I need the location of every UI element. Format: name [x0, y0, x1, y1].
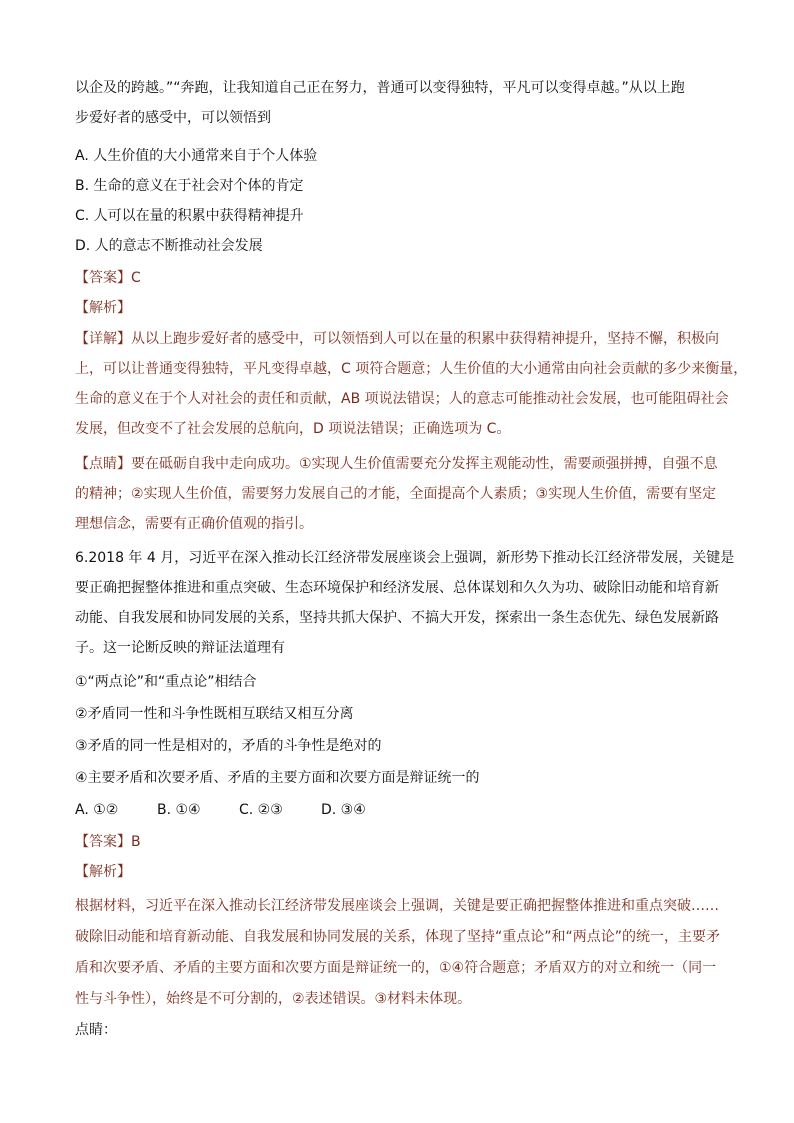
q6-option-b: B. ①④ — [157, 802, 201, 818]
q6-option-d: D. ③④ — [321, 802, 366, 818]
q5-option-a: A. 人生价值的大小通常来自于个人体验 — [75, 148, 318, 164]
q5-detail-line-2: 上，可以让普通变得独特，平凡变得卓越，C 项符合题意；人生价值的大小通常由向社会贡献的多少来衡量， — [75, 361, 748, 377]
q6-answer-label: 【答案】 — [75, 834, 131, 850]
q6-option-c: C. ②③ — [239, 802, 283, 818]
q5-option-c: C. 人可以在量的积累中获得精神提升 — [75, 208, 304, 224]
q6-statement-1: ①“两点论”和“重点论”相结合 — [75, 674, 257, 690]
q6-stem-line-4: 子。这一论断反映的辩证法道理有 — [75, 640, 285, 656]
q5-detail-text-1: 从以上跑步爱好者的感受中，可以领悟到人可以在量的积累中获得精神提升，坚持不懈，积极向 — [131, 331, 719, 347]
q6-statement-2: ②矛盾同一性和斗争性既相互联结又相互分离 — [75, 706, 354, 722]
q5-detail-line-1 — [75, 329, 719, 349]
q6-options-row — [75, 800, 366, 820]
q5-answer-value: C — [131, 270, 141, 286]
q6-answer — [75, 832, 141, 852]
q6-analysis-line-3: 盾和次要矛盾、矛盾的主要方面和次要方面是辩证统一的，①④符合题意；矛盾双方的对立和统一（同一 — [75, 960, 717, 976]
q6-tip-label: 点睛： — [75, 1022, 117, 1038]
q6-stem-line-2: 要正确把握整体推进和重点突破、生态环境保护和经济发展、总体谋划和久久为功、破除旧动能和培育新 — [75, 580, 719, 596]
q6-analysis-line-2: 破除旧动能和培育新动能、自我发展和协同发展的关系，体现了坚持“重点论”和“两点论”的统一，主要矛 — [75, 929, 721, 945]
q5-stem-line-2: 步爱好者的感受中，可以领悟到 — [75, 110, 271, 126]
q6-analysis-line-1: 根据材料，习近平在深入推动长江经济带发展座谈会上强调，关键是要正确把握整体推进和重点突破…… — [75, 898, 719, 914]
q5-analysis-label: 【解析】 — [75, 300, 131, 316]
q5-tip-text-1: 要在砥砺自我中走向成功。①实现人生价值需要充分发挥主观能动性，需要顽强拼搏，自强不息 — [131, 456, 718, 472]
q5-stem-line-1: 以企及的跨越。”“奔跑，让我知道自己正在努力，普通可以变得独特，平凡可以变得卓越。”从以上跑 — [75, 80, 685, 96]
q6-statement-3: ③矛盾的同一性是相对的，矛盾的斗争性是绝对的 — [75, 738, 382, 754]
q5-detail-line-4: 发展，但改变不了社会发展的总航向，D 项说法错误；正确选项为 C。 — [75, 421, 511, 437]
q5-detail-label: 【详解】 — [75, 331, 131, 347]
q5-tip-line-1 — [75, 454, 718, 474]
q5-option-b: B. 生命的意义在于社会对个体的肯定 — [75, 178, 304, 194]
q5-tip-line-2: 的精神；②实现人生价值，需要努力发展自己的才能，全面提高个人素质；③实现人生价值，需要有坚定 — [75, 486, 717, 502]
q6-stem-line-1: 6.2018 年 4 月，习近平在深入推动长江经济带发展座谈会上强调，新形势下推动长江经济带发展，关键是 — [75, 550, 735, 566]
q6-stem-line-3: 动能、自我发展和协同发展的关系，坚持共抓大保护、不搞大开发，探索出一条生态优先、绿色发展新路 — [75, 610, 719, 626]
q6-statement-4: ④主要矛盾和次要矛盾、矛盾的主要方面和次要方面是辩证统一的 — [75, 770, 480, 786]
q6-analysis-label: 【解析】 — [75, 864, 131, 880]
q5-detail-line-3: 生命的意义在于个人对社会的责任和贡献，AB 项说法错误；人的意志可能推动社会发展，也可能阻碍社会 — [75, 391, 729, 407]
q6-analysis-line-4: 性与斗争性），始终是不可分割的，②表述错误。③材料未体现。 — [75, 991, 472, 1007]
q5-tip-line-3: 理想信念，需要有正确价值观的指引。 — [75, 516, 313, 532]
q6-option-a: A. ①② — [75, 802, 119, 818]
q5-option-d: D. 人的意志不断推动社会发展 — [75, 238, 263, 254]
q5-tip-label: 【点睛】 — [75, 456, 131, 472]
q5-answer-label: 【答案】 — [75, 270, 131, 286]
q6-answer-value: B — [131, 834, 141, 850]
q5-answer — [75, 268, 141, 288]
